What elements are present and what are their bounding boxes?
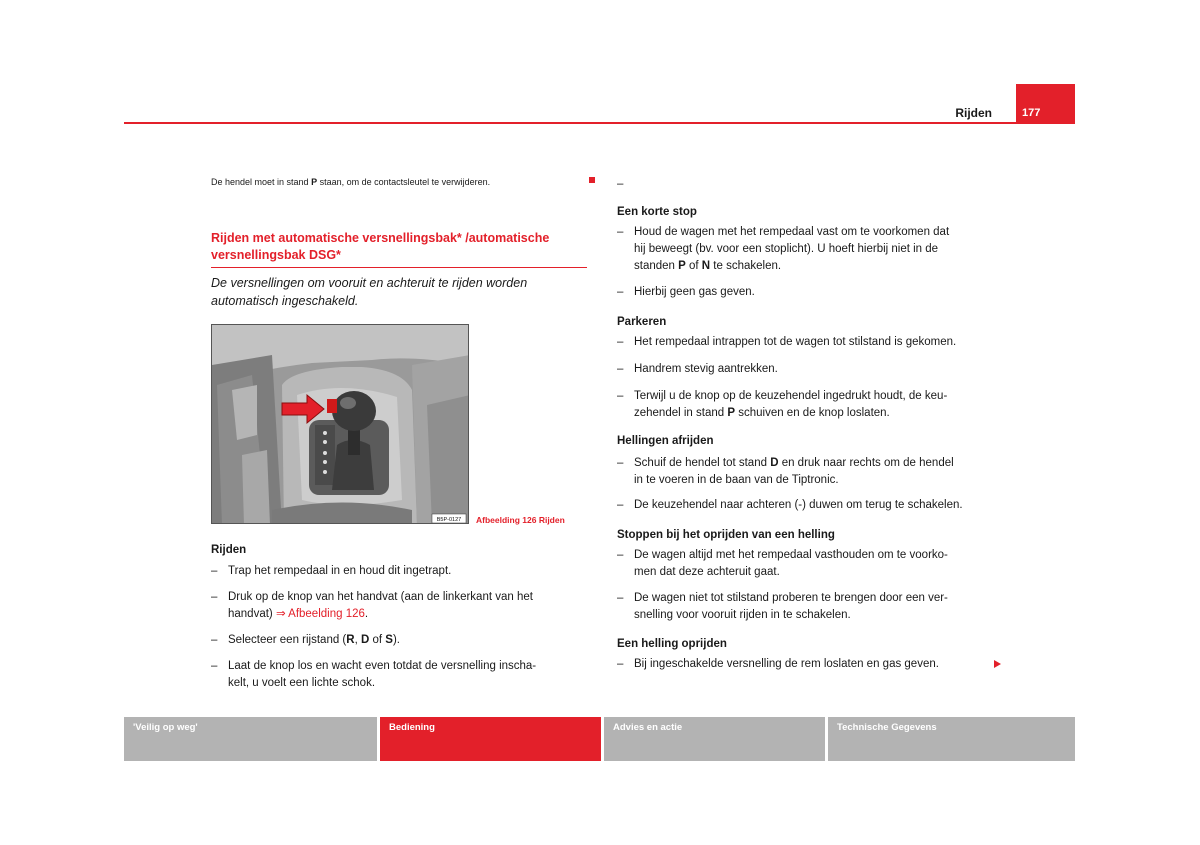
text-run: , [354, 634, 361, 646]
item-line [634, 241, 1002, 258]
continue-arrow-icon [994, 660, 1001, 668]
item-line [634, 656, 1002, 673]
item-line [228, 606, 581, 623]
text-run: N [701, 260, 711, 272]
lever-note [211, 176, 581, 188]
text-run: en druk naar rechts om de hendel [778, 457, 954, 469]
dash-bullet: – [617, 178, 624, 190]
footer-tab[interactable]: Bediening [380, 717, 601, 761]
text-run: Het rempedaal intrappen tot de wagen tot stilstand is gekomen. [634, 336, 957, 348]
text-run: hij beweegt (bv. voor een stoplicht). U hoeft hierbij niet in de [634, 243, 939, 255]
text-run: of [685, 260, 702, 272]
gear-selector-illustration [212, 325, 469, 524]
text-run: kelt, u voelt een lichte schok. [228, 677, 376, 689]
right-subheading: Een korte stop [617, 206, 697, 218]
text-run: D [360, 634, 370, 646]
dash-bullet: – [617, 390, 624, 402]
figure-gear-selector [211, 324, 469, 524]
item-line [228, 675, 581, 692]
text-run: Houd de wagen met het rempedaal vast om te voorkomen dat [634, 226, 950, 238]
dash-bullet: – [211, 565, 218, 577]
item-line [634, 497, 1002, 514]
text-run: De wagen niet tot stilstand proberen te brengen door een ver- [634, 592, 948, 604]
dash-bullet: – [617, 658, 624, 670]
text-run: in te voeren in de baan van de Tiptronic. [634, 474, 839, 486]
dash-bullet: – [617, 549, 624, 561]
item-line [634, 361, 1002, 378]
text-run: staan, om de contactsleutel te verwijderen. [317, 177, 491, 187]
dash-bullet: – [617, 592, 624, 604]
dash-bullet: – [211, 660, 218, 672]
section-rule [211, 267, 587, 268]
text-run: men dat deze achteruit gaat. [634, 566, 780, 578]
item-line [634, 224, 1002, 241]
footer-tab[interactable]: Technische Gegevens [828, 717, 1075, 761]
section-title: Rijden met automatische versnellingsbak* /automatische versnellingsbak DSG* [211, 231, 550, 262]
text-run: . [364, 608, 369, 620]
subheading-rijden: Rijden [211, 544, 247, 556]
dash-bullet: – [211, 634, 218, 646]
item-line [634, 284, 1002, 301]
header-section-title: Rijden [955, 106, 992, 120]
dash-bullet: – [617, 363, 624, 375]
text-run: of [369, 634, 386, 646]
text-run: standen [634, 260, 679, 272]
text-run: Hierbij geen gas geven. [634, 286, 755, 298]
page-number: 177 [1016, 84, 1075, 124]
figure-code: B5P-0127 [436, 517, 462, 523]
item-line [634, 547, 1002, 564]
item-line [634, 607, 1002, 624]
text-run: Trap het rempedaal in en houd dit ingetrapt. [228, 565, 452, 577]
item-line [634, 472, 1002, 489]
text-run: P [727, 407, 736, 419]
item-line [228, 632, 581, 649]
text-run: Schuif de hendel tot stand [634, 457, 771, 469]
text-run: P [678, 260, 686, 272]
text-run: Bij ingeschakelde versnelling de rem loslaten en gas geven. [634, 658, 939, 670]
item-line [634, 564, 1002, 581]
figure-reference-link[interactable]: ⇒ Afbeelding 126 [275, 608, 365, 620]
text-run: R [346, 634, 355, 646]
text-run: te schakelen. [710, 260, 782, 272]
item-line [634, 388, 1002, 405]
dash-bullet: – [617, 457, 624, 469]
dash-bullet: – [617, 336, 624, 348]
end-of-section-marker [589, 177, 595, 183]
item-line [634, 590, 1002, 607]
text-run: snelling voor vooruit rijden in te schakelen. [634, 609, 851, 621]
item-line [634, 405, 1002, 422]
footer-tab[interactable]: Advies en actie [604, 717, 825, 761]
text-run: Handrem stevig aantrekken. [634, 363, 778, 375]
text-run: Druk op de knop van het handvat (aan de linkerkant van het [228, 591, 533, 603]
text-run: Selecteer een rijstand ( [228, 634, 347, 646]
text-run: De hendel moet in stand [211, 177, 312, 187]
text-run: handvat) [228, 608, 276, 620]
dash-bullet: – [617, 226, 624, 238]
right-subheading: Stoppen bij het oprijden van een helling [617, 529, 835, 541]
text-run: schuiven en de knop loslaten. [735, 407, 890, 419]
text-run: S [385, 634, 393, 646]
dash-bullet: – [211, 591, 218, 603]
text-run: Laat de knop los en wacht even totdat de versnelling inscha- [228, 660, 537, 672]
text-run: zehendel in stand [634, 407, 728, 419]
dash-bullet: – [617, 499, 624, 511]
section-intro: De versnellingen om vooruit en achteruit te rijden worden automatisch ingeschakeld. [211, 276, 528, 308]
text-run: Terwijl u de knop op de keuzehendel ingedrukt houdt, de keu- [634, 390, 948, 402]
dash-bullet: – [617, 286, 624, 298]
text-run: P [311, 177, 318, 187]
text-run: ). [392, 634, 400, 646]
right-subheading: Hellingen afrijden [617, 435, 714, 447]
figure-caption: Afbeelding 126 Rijden [476, 515, 565, 525]
right-subheading: Parkeren [617, 316, 667, 328]
item-line [634, 258, 1002, 275]
item-line [228, 563, 581, 580]
text-run: De keuzehendel naar achteren (-) duwen om terug te schakelen. [634, 499, 963, 511]
item-line [228, 589, 581, 606]
header-rule [124, 122, 1075, 124]
text-run: De wagen altijd met het rempedaal vasthouden om te voorko- [634, 549, 948, 561]
item-line [634, 334, 1002, 351]
footer-tab[interactable]: 'Veilig op weg' [124, 717, 377, 761]
text-run: D [770, 457, 779, 469]
item-line [228, 658, 581, 675]
right-subheading: Een helling oprijden [617, 638, 727, 650]
item-line [634, 455, 1002, 472]
